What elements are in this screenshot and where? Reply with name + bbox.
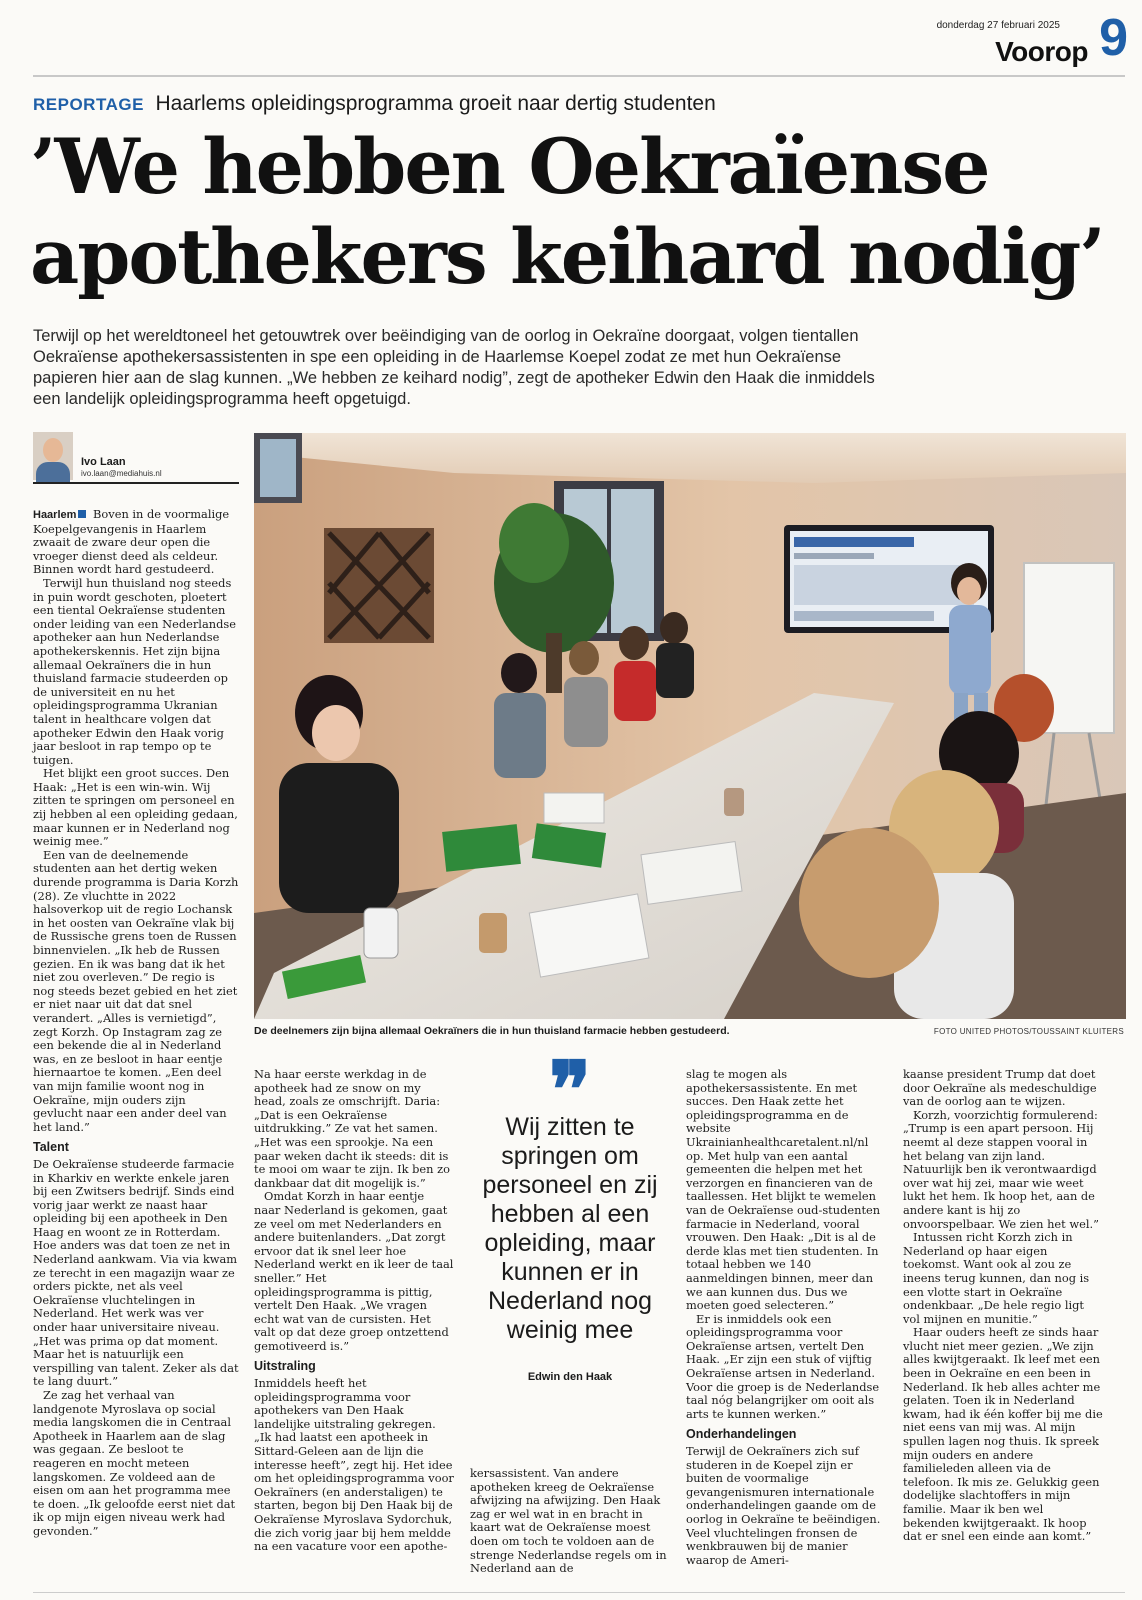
body-paragraph: Een van de deelnemende studenten aan het dertig weken durende programma is Daria Korzh (28). Ze vluchtte in 2022 halsoverkop uit de regio Lochansk in het oosten van Oekraïne vlak bij de Russische grens toen de Russen binnenvielen. „Ik heb de Russen gezien. En ik was bang dat ik het niet zou overleven.” De regio is nog steeds bezet gebied en het ziet er niet naar uit dat dat snel verandert. „Alles is vernietigd”, zegt Korzh. Op Instagram zag ze een bekende die al in Nederland was, en ze besloot in haar eentje hiernaartoe te komen. „Een deel van mijn familie woont nog in Oekraïne, mijn ouders zijn gevlucht naar een ander deel van het land.” xyxy=(33,847,239,1134)
body-paragraph: Intussen richt Korzh zich in Nederland op haar eigen toekomst. Want ook al zou ze ineens terug kunnen, dan nog is een vlotte start in Oekraïne ondenkbaar. „De hele regio ligt vol mijnen en munitie.” xyxy=(903,1230,1090,1326)
author-avatar xyxy=(33,432,73,480)
body-paragraph: Inmiddels heeft het opleidingsprogramma voor apothekers van Den Haak landelijke uitstraling gekregen. „Ik had laatst een apotheek in Sittard-Geleen aan de lijn die interesse heeft”, zegt hij. Het idee om het opleidingsprogramma voor Oekraïners (en anderstaligen) te starten, begon bij Den Haak bij de Oekraïense Myroslava Sydorchuk, die zich vorig jaar bij hem meldde na een vacature voor een apothe- xyxy=(254,1376,454,1554)
article-column-5 xyxy=(903,1068,1103,1544)
body-paragraph: Korzh, voorzichtig formulerend: „Trump is een apart persoon. Hij neemt al deze stappen vooral in het belang van zijn land. Natuurlijk ben ik verontwaardigd over wat hij zei, maar wie weet lukt het hem. Ik hoop het, aan de andere kant is hij zo onvoorspelbaar. We zien het wel.” xyxy=(903,1107,1099,1231)
photo-caption: De deelnemers zijn bijna allemaal Oekraïners die in hun thuisland farmacie hebben gestudeerd. xyxy=(254,1025,730,1037)
author-name: Ivo Laan xyxy=(81,456,126,468)
body-paragraph: Haar ouders heeft ze sinds haar vlucht niet meer gezien. „We zijn alles kwijtgeraakt. Ik leef met een been in Oekraïne en een been in Nederland. Ik heb alles achter me gelaten. Toen ik in Nederland kwam, had ik één koffer bij me die niet eens van mij was. Al mijn spullen lagen nog thuis. Ik spreek mijn ouders en andere familieleden alleen via de telefoon. Ik mis ze. Gelukkig geen dodelijke slachtoffers in mijn familie. Maar ik ben wel bekenden kwijtgeraakt. Ik hoop dat er snel een einde aan komt.” xyxy=(903,1325,1103,1544)
photo-credit: FOTO UNITED PHOTOS/TOUSSAINT KLUITERS xyxy=(933,1027,1124,1036)
classroom-photo-illustration xyxy=(254,433,1126,1019)
article-column-1 xyxy=(33,508,239,1539)
headline: ’We hebben Oekraïense apothekers keihard nodig’ xyxy=(30,122,1104,301)
subhead-uitstraling: Uitstraling xyxy=(254,1359,316,1374)
article-column-2 xyxy=(254,1068,454,1554)
body-paragraph: kersassistent. Van andere apotheken kreeg de Oekraïense afwijzing na afwijzing. Den Haak zag er wel wat in en bracht in kaart wat de Oekraïense moest doen om toch te voldoen aan de strenge Nederlandse regels om in Nederland aan de xyxy=(470,1466,667,1576)
body-paragraph: De Oekraïense studeerde farmacie in Kharkiv en werkte enkele jaren bij een Zwitsers bedrijf. Sinds eind vorig jaar werkt ze naast haar opleiding bij een apotheek in Den Haag en woont ze in Rotterdam. Hoe anders was dat toen ze net in Nederland aankwam. Via via kwam ze terecht in een magazijn waar ze orders pickte, net als veel Oekraïense vluchtelingen in Nederland. Het werk was ver onder haar universitaire niveau. „Het was prima op dat moment. Maar het is natuurlijk een verspilling van talent. Zeker als dat te lang duurt.” xyxy=(33,1156,239,1389)
body-paragraph: Na haar eerste werkdag in de apotheek had ze snow on my head, zoals ze omschrijft. Daria: „Dat is een Oekraïense uitdrukking.” Ze vat het samen. „Het was een sprookje. Na een paar weken dacht ik steeds: dit is te mooi om waar te zijn. Ik ben zo dankbaar dat dit mogelijk is.” xyxy=(254,1067,450,1190)
body-paragraph xyxy=(33,508,239,577)
dateline-square-icon xyxy=(78,510,86,518)
body-paragraph: slag te mogen als apothekersassistente. En met succes. Den Haak zette het opleidingsprogramma en de website Ukrainianhealthcaretalent.nl/nl op. Met hulp van een aantal gemeenten die helpen met het verzorgen en financieren van de taallessen. Het blijkt te wemelen van de Oekraïense oud-studenten farmacie in Nederland, vooral vrouwen. Den Haak: „Dit is al de derde klas met tien studenten. In totaal hebben we 140 aanmeldingen binnen, meer dan we aan kunnen dus. Dus we moeten goed selecteren.” xyxy=(686,1067,881,1313)
pull-quote xyxy=(470,1045,670,1383)
pull-quote-author: Edwin den Haak xyxy=(527,1371,613,1383)
kicker xyxy=(33,92,716,116)
byline xyxy=(33,432,239,484)
body-paragraph: Omdat Korzh in haar eentje naar Nederland is gekomen, gaat ze veel om met Nederlanders en andere buitenlanders. „Dat zorgt ervoor dat ik snel leer hoe Nederland werkt en ik leer de taal sneller.” Het opleidingsprogramma is pittig, vertelt Den Haak. „We vragen echt wat van de cursisten. Het valt op dat deze groep ontzettend gemotiveerd is.” xyxy=(254,1189,454,1353)
intro-paragraph: Terwijl op het wereldtoneel het getouwtrek over beëindiging van de oorlog in Oekraïne doorgaat, volgen tientallen Oekraïense apothekersassistenten in spe een opleiding in de Haarlemse Koepel zodat ze met hun Oekraïense papieren hier aan de slag kunnen. „We hebben ze keihard nodig”, zegt de apotheker Edwin den Haak die inmiddels een landelijk opleidingsprogramma heeft opgetuigd. xyxy=(33,327,875,408)
author-email[interactable]: ivo.laan@mediahuis.nl xyxy=(81,469,162,478)
subhead-onderhandelingen: Onderhandelingen xyxy=(686,1427,797,1442)
body-paragraph: Er is inmiddels ook een opleidingsprogramma voor Oekraïense artsen, vertelt Den Haak. „Er zijn een stuk of vijftig Oekraïense artsen in Nederland. Voor die groep is de Nederlandse taal nóg belangrijker om ooit als arts te kunnen werken.” xyxy=(686,1311,880,1421)
body-paragraph: Terwijl de Oekraïners zich suf studeren in de Koepel zijn er buiten de voormalige gevangenismuren internationale onderhandelingen gaande om de oorlog in Oekraïne te beëindigen. Veel vluchtelingen fronsen de wenkbrauwen bij de manier waarop de Ameri- xyxy=(686,1444,881,1567)
issue-date: donderdag 27 februari 2025 xyxy=(936,20,1060,31)
subhead-talent: Talent xyxy=(33,1140,69,1155)
section-name: Voorop xyxy=(995,36,1088,67)
pull-quote-text: Wij zitten te springen om personeel en zij hebben al een opleiding, maar kunnen er in Nederland nog weinig mee xyxy=(482,1113,658,1344)
top-rule xyxy=(33,75,1125,77)
article-photo xyxy=(254,433,1126,1019)
body-paragraph: Ze zag het verhaal van landgenote Myroslava op social media langskomen die in Centraal Apotheek in Haarlem aan de slag was gegaan. Ze besloot te reageren en mocht meteen langskomen. Ze voldeed aan de eisen om aan het programma mee te doen. „Ik geloofde eerst niet dat ik op mijn eigen niveau werk had gevonden.” xyxy=(33,1388,236,1538)
quote-mark-icon: ❞ xyxy=(549,1045,591,1136)
dateline: Haarlem xyxy=(33,509,77,521)
article-column-3 xyxy=(470,1467,668,1576)
article-column-4 xyxy=(686,1068,886,1567)
body-text: Boven in de voormalige Koepelgevangenis in Haarlem zwaait de zware deur open die vroeger dienst deed als celdeur. Binnen wordt hard gestudeerd. xyxy=(33,507,230,577)
page-number: 9 xyxy=(1099,9,1128,67)
kicker-text: Haarlems opleidingsprogramma groeit naar dertig studenten xyxy=(155,92,716,115)
body-paragraph: Terwijl hun thuisland nog steeds in puin wordt geschoten, ploetert een tiental Oekraïense studenten onder leiding van een Nederlandse apotheker aan hun Nederlandse apothekerskennis. Het zijn bijna allemaal Oekraïners die in hun thuisland farmacie studeerden op de universiteit en nu het opleidingsprogramma Ukranian talent in healthcare volgen dat apotheker Edwin den Haak vorig jaar besloot in rap tempo op te tuigen. xyxy=(33,575,236,767)
body-paragraph: Het blijkt een groot succes. Den Haak: „Het is een win-win. Wij zitten te springen om personeel en zij hebben al een opleiding gedaan, maar kunnen er in Nederland nog weinig mee.” xyxy=(33,766,238,849)
bottom-rule xyxy=(33,1592,1125,1593)
kicker-tag: REPORTAGE xyxy=(33,95,144,114)
body-paragraph: kaanse president Trump dat doet door Oekraïne als medeschuldige van de oorlog aan te wijzen. xyxy=(903,1067,1097,1109)
